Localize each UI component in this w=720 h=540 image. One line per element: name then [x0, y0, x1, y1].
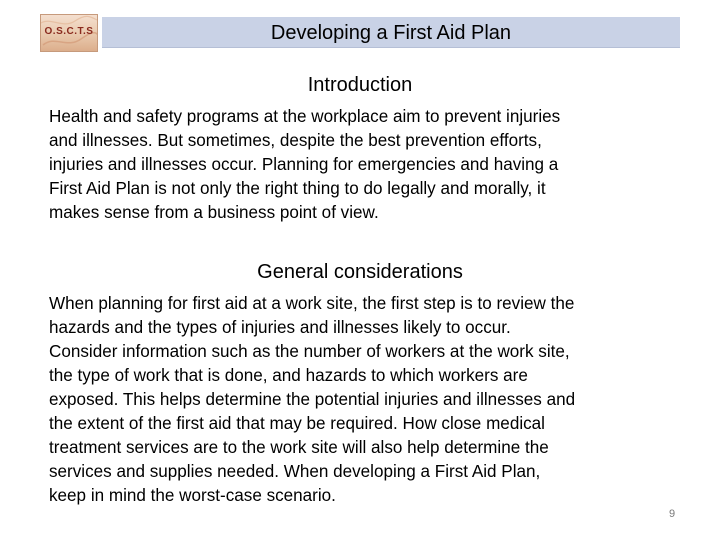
- paragraph-line: services and supplies needed. When developing a First Aid Plan,: [49, 462, 541, 481]
- general-considerations-paragraph: [49, 292, 679, 508]
- paragraph-line: and illnesses. But sometimes, despite the best prevention efforts,: [49, 131, 542, 150]
- paragraph-line: the type of work that is done, and hazards to which workers are: [49, 366, 528, 385]
- page-number: 9: [668, 508, 676, 520]
- paragraph-line: exposed. This helps determine the potential injuries and illnesses and: [49, 390, 576, 409]
- paragraph-line: injuries and illnesses occur. Planning for emergencies and having a: [49, 155, 559, 174]
- paragraph-line: keep in mind the worst-case scenario.: [49, 486, 336, 505]
- paragraph-line: treatment services are to the work site will also help determine the: [49, 438, 549, 457]
- slide-title: Developing a First Aid Plan: [270, 22, 512, 44]
- paragraph-line: Health and safety programs at the workplace aim to prevent injuries: [49, 107, 561, 126]
- paragraph-line: hazards and the types of injuries and illnesses likely to occur.: [49, 318, 511, 337]
- title-bar: [102, 17, 680, 48]
- logo-text: O.S.C.T.S: [44, 26, 94, 37]
- general-considerations-heading: General considerations: [257, 261, 463, 283]
- paragraph-line: makes sense from a business point of view.: [49, 203, 379, 222]
- paragraph-line: First Aid Plan is not only the right thing to do legally and morally, it: [49, 179, 546, 198]
- paragraph-line: When planning for first aid at a work site, the first step is to review the: [49, 294, 575, 313]
- organization-logo: [40, 14, 98, 52]
- introduction-paragraph: [49, 105, 679, 225]
- introduction-heading: Introduction: [307, 74, 413, 96]
- paragraph-line: Consider information such as the number of workers at the work site,: [49, 342, 570, 361]
- paragraph-line: the extent of the first aid that may be required. How close medical: [49, 414, 545, 433]
